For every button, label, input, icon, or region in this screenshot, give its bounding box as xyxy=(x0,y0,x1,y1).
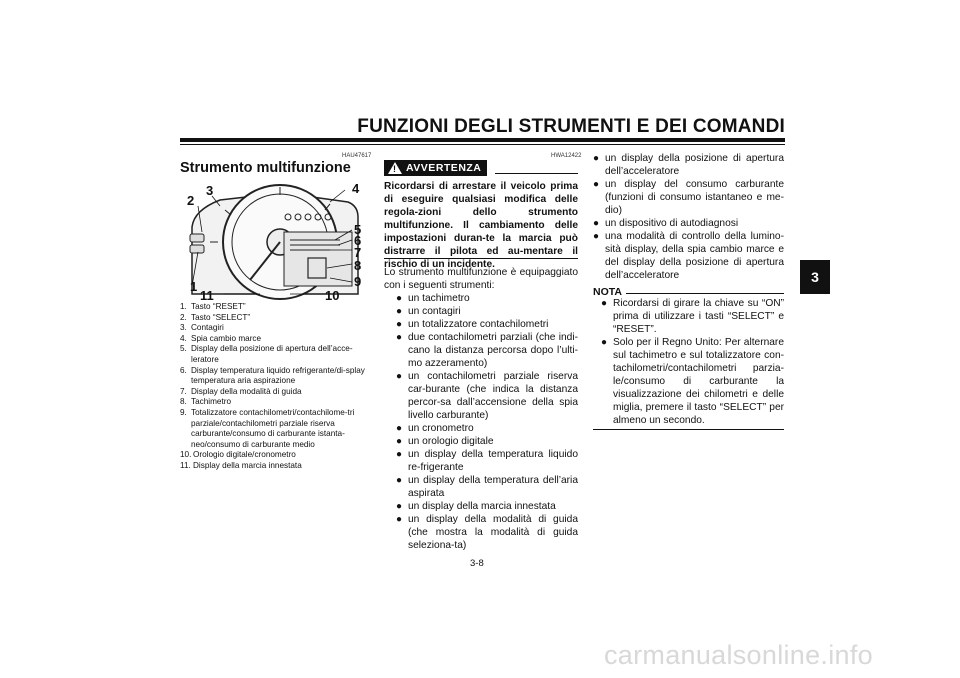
caption-item: 10. Orologio digitale/cronometro xyxy=(180,450,296,460)
caption-item: 6. Display temperatura liquido refrigerante/di-splay temperatura aria aspirazione xyxy=(180,365,365,386)
instrument-list xyxy=(384,292,578,552)
callout-7: 7 xyxy=(354,245,362,260)
callout-10: 10 xyxy=(325,288,340,303)
list-item: ● un display della marcia innestata xyxy=(396,501,556,512)
list-item: ● due contachilometri parziali (che indi-cano la distanza percorsa dopo l’ulti-mo azzeramento) xyxy=(396,332,578,369)
middle-body xyxy=(384,266,578,552)
bullet-icon: ● xyxy=(396,449,403,460)
bullet-icon: ● xyxy=(396,371,403,382)
bullet-icon: ● xyxy=(593,179,600,190)
list-item: ● Ricordarsi di girare la chiave su “ON” prima di utilizzare i tasti “SELECT” e “RESET”. xyxy=(601,298,784,335)
nota-end-rule xyxy=(593,429,784,430)
bullet-icon: ● xyxy=(396,501,403,512)
caption-item: 1. Tasto “RESET” xyxy=(180,302,246,311)
list-item: ● un orologio digitale xyxy=(396,436,494,447)
list-item: ● un display del consumo carburante (funzioni di consumo istantaneo e me-dio) xyxy=(593,179,784,216)
bullet-icon: ● xyxy=(601,337,608,348)
figure-captions xyxy=(180,302,380,472)
section-code: HAU47617 xyxy=(342,153,372,159)
warning-rule xyxy=(495,173,578,174)
page-number: 3-8 xyxy=(470,558,484,569)
warning-badge xyxy=(384,160,487,176)
callout-8: 8 xyxy=(354,258,362,273)
warning-end-rule xyxy=(384,258,578,259)
header-rule-thin xyxy=(180,144,785,145)
list-item: ● un dispositivo di autodiagnosi xyxy=(593,218,739,229)
page-header: FUNZIONI DEGLI STRUMENTI E DEI COMANDI xyxy=(357,116,785,137)
callout-5: 5 xyxy=(354,222,362,237)
list-item: ● un display della temperatura liquido re-frigerante xyxy=(396,449,578,473)
bullet-icon: ● xyxy=(593,218,600,229)
section-title: Strumento multifunzione xyxy=(180,160,351,176)
bullet-icon: ● xyxy=(396,514,403,525)
bullet-icon: ● xyxy=(396,306,403,317)
callout-2: 2 xyxy=(187,193,195,208)
list-item: ● Solo per il Regno Unito: Per alternare sul tachimetro e sul totalizzatore con-tachilometri/contachilometri parzia-le/consumo di carburante la visualizzazione dei chilometri e delle miglia, premere il tasto “SELECT” per almeno un secondo. xyxy=(601,337,784,426)
bullet-icon: ● xyxy=(396,436,403,447)
caption-item: 9. Totalizzatore contachilometri/contachilome-tri parziale/contachilometri parziale riserva carburante/consumo di carburante istanta-neo/consumo di carburante medio xyxy=(180,407,355,449)
list-item: ● un display della posizione di apertura dell’acceleratore xyxy=(593,153,784,177)
bullet-icon: ● xyxy=(593,231,600,242)
bullet-icon: ● xyxy=(593,153,600,164)
caption-item: 11. Display della marcia innestata xyxy=(180,460,302,470)
caption-item: 2. Tasto “SELECT” xyxy=(180,312,251,322)
list-item: ● un cronometro xyxy=(396,423,474,434)
bullet-icon: ● xyxy=(396,293,403,304)
caption-item: 8. Tachimetro xyxy=(180,397,232,407)
callout-6: 6 xyxy=(354,233,362,248)
caption-item: 3. Contagiri xyxy=(180,323,224,333)
callout-3: 3 xyxy=(206,183,214,198)
list-item: ● un display della temperatura dell’aria aspirata xyxy=(396,475,578,499)
chapter-tab: 3 xyxy=(800,260,830,294)
warning-text: Ricordarsi di arrestare il veicolo prima di eseguire qualsiasi modifica delle regola-zioni dello strumento multifunzione. Il cambiamento delle impostazioni duran-te la marcia può distrarre il pilota ed au-mentare il rischio di un incidente. xyxy=(384,181,578,270)
warning-icon: ! xyxy=(388,162,402,174)
warning-label: AVVERTENZA xyxy=(406,162,482,174)
list-item: ● un contachilometri parziale riserva car-burante (che indica la distanza percor-sa dall’accensione della spia livello carburante) xyxy=(396,371,578,421)
callout-4: 4 xyxy=(352,181,360,196)
intro-text: Lo strumento multifunzione è equipaggiato con i seguenti strumenti: xyxy=(384,267,578,291)
bullet-icon: ● xyxy=(396,423,403,434)
header-rule xyxy=(180,138,785,142)
list-item: ● un contagiri xyxy=(396,306,461,317)
callout-1: 1 xyxy=(190,279,198,294)
list-item: ● una modalità di controllo della lumino-sità display, della spia cambio marce e del display della posizione di apertura dell’acceleratore xyxy=(593,231,784,281)
bullet-icon: ● xyxy=(396,332,403,343)
right-list xyxy=(593,152,784,282)
bullet-icon: ● xyxy=(601,298,608,309)
nota-rule xyxy=(626,293,784,294)
list-item: ● un totalizzatore contachilometri xyxy=(396,319,549,330)
watermark: carmanualsonline.info xyxy=(604,640,873,670)
caption-item: 4. Spia cambio marce xyxy=(180,333,262,343)
caption-item: 7. Display della modalità di guida xyxy=(180,386,302,396)
warning-code: HWA12422 xyxy=(551,153,582,159)
callout-11: 11 xyxy=(200,288,214,303)
bullet-icon: ● xyxy=(396,319,403,330)
list-item: ● un tachimetro xyxy=(396,293,470,304)
bullet-icon: ● xyxy=(396,475,403,486)
nota-label: NOTA xyxy=(593,286,622,298)
callout-9: 9 xyxy=(354,274,362,289)
nota-list xyxy=(593,297,784,427)
list-item: ● un display della modalità di guida (che mostra la modalità di guida seleziona-ta) xyxy=(396,514,578,551)
caption-item: 5. Display della posizione di apertura dell’acce-leratore xyxy=(180,344,353,364)
